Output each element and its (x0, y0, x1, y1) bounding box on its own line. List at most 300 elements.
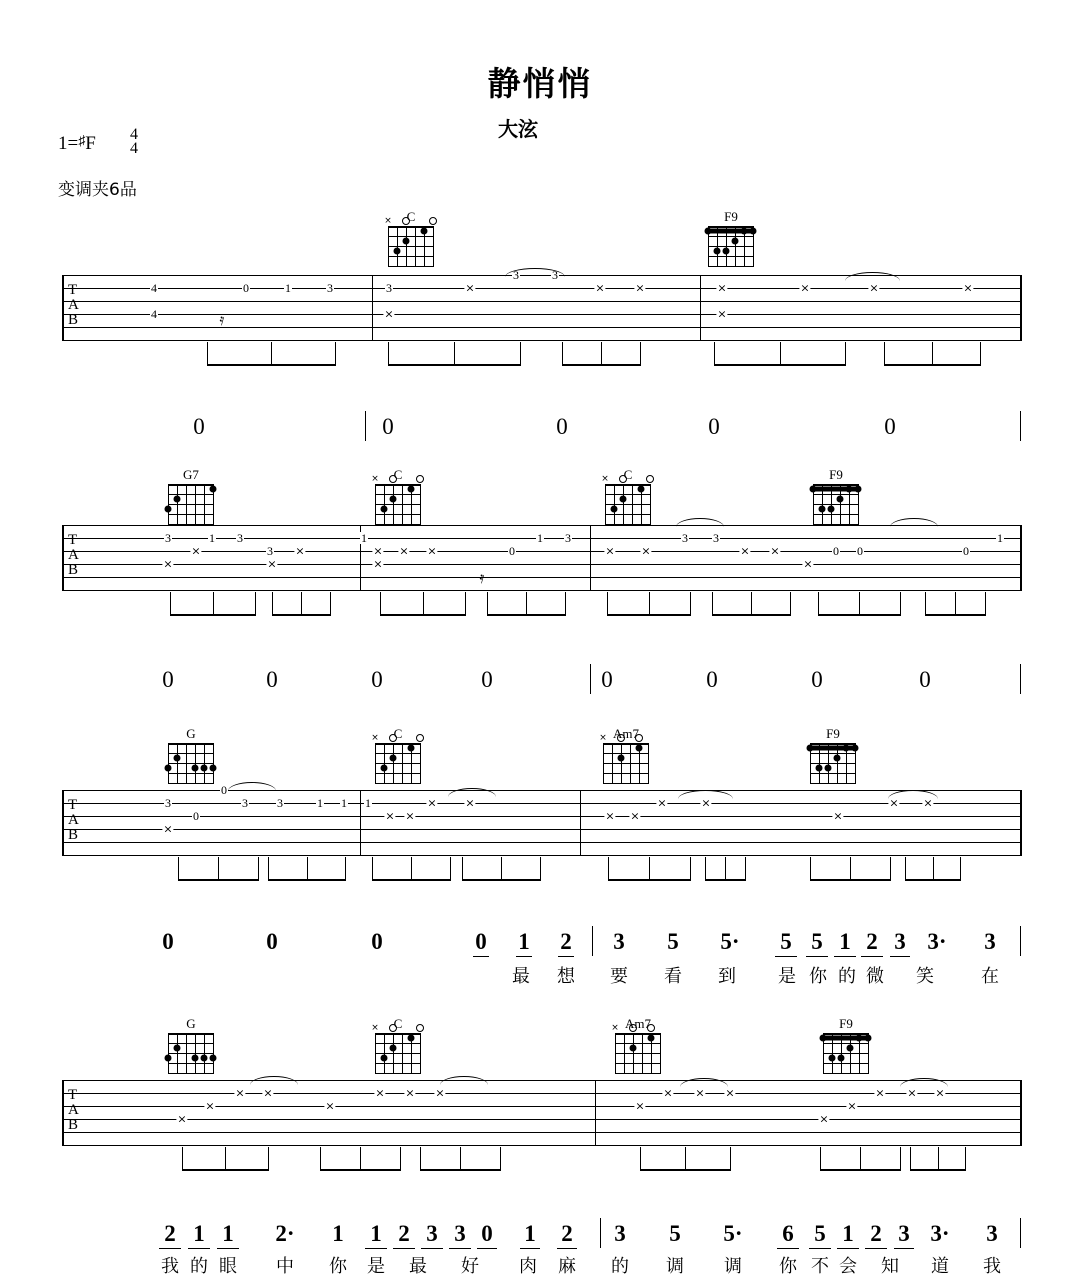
chord-diagram (600, 468, 656, 524)
fret-line (375, 1043, 421, 1044)
chord-diagram (808, 468, 864, 524)
key-signature (58, 133, 96, 155)
string-line (195, 1033, 196, 1073)
tab-mute-mark: × (177, 1112, 187, 1126)
rest-symbol: 𝄿 (479, 568, 485, 587)
finger-dot (855, 486, 862, 493)
tab-mute-mark: × (267, 557, 277, 571)
melody-note: 1 (222, 1221, 234, 1246)
rhythm-stem (462, 857, 463, 881)
eighth-note-underline (188, 1248, 210, 1249)
melody-note: 2 (398, 1221, 410, 1246)
rhythm-stem (938, 1147, 939, 1171)
chord-fretboard (168, 1033, 214, 1073)
rhythm-stem (960, 857, 961, 881)
string-line (177, 743, 178, 783)
tab-fret-number: 0 (833, 544, 839, 558)
chord-name: F9 (724, 209, 738, 224)
tab-mute-mark: × (295, 544, 305, 558)
fret-nut (388, 226, 434, 228)
tab-fret-number: 0 (193, 809, 199, 823)
tab-string-line (62, 1119, 1020, 1120)
eighth-note-underline (520, 1248, 540, 1249)
finger-dot (381, 1055, 388, 1062)
tab-string-line (62, 803, 1020, 804)
string-line (375, 1033, 376, 1073)
tab-string-line (62, 829, 1020, 830)
muted-string-mark: × (371, 1023, 379, 1033)
tab-mute-mark: × (427, 796, 437, 810)
melody-note: 0 (706, 667, 718, 692)
melody-note: 3 (894, 929, 906, 954)
string-line (402, 743, 403, 783)
fret-nut (603, 743, 649, 745)
measure-barline (62, 275, 64, 341)
fret-line (615, 1043, 661, 1044)
fret-line (605, 494, 651, 495)
lyric-character: 在 (981, 966, 999, 987)
tab-mute-mark: × (770, 544, 780, 558)
finger-dot (829, 1055, 836, 1062)
lyric-character: 麻 (558, 1256, 576, 1277)
rhythm-stem (780, 342, 781, 366)
fret-line (810, 753, 856, 754)
tab-string-line (62, 340, 1020, 341)
tab-mute-mark: × (384, 307, 394, 321)
string-line (384, 484, 385, 524)
slur-arc (678, 790, 733, 799)
melody-barline (600, 1218, 601, 1248)
chord-fretboard (371, 474, 421, 524)
lyric-character: 知 (881, 1256, 899, 1277)
rhythm-stem (460, 1147, 461, 1171)
barre-bar (706, 229, 755, 234)
chord-name: G7 (183, 467, 199, 482)
eighth-note-underline (775, 956, 797, 957)
rhythm-stem (420, 1147, 421, 1171)
slur-arc (845, 272, 900, 281)
finger-dot (611, 506, 618, 513)
tab-clef-letter: B (68, 561, 79, 578)
eighth-note-underline (421, 1248, 443, 1249)
melody-note: 2 (870, 1221, 882, 1246)
open-string-mark (402, 217, 410, 225)
melody-note: 5 (814, 1221, 826, 1246)
rhythm-stem (932, 342, 933, 366)
melody-note: 0 (475, 929, 487, 954)
tab-mute-mark: × (635, 281, 645, 295)
melody-note: 5· (720, 929, 740, 954)
slur-arc (676, 518, 724, 527)
tab-mute-mark: × (847, 1099, 857, 1113)
tab-clef-letter: B (68, 1116, 79, 1133)
string-line (642, 1033, 643, 1073)
rhythm-stem (225, 1147, 226, 1171)
melody-note: 6 (782, 1221, 794, 1246)
fret-line (168, 773, 214, 774)
rhythm-stem (690, 592, 691, 616)
tab-mute-mark: × (465, 796, 475, 810)
melody-note: 1 (518, 929, 530, 954)
finger-dot (843, 745, 850, 752)
page-title: 静悄悄 (487, 64, 593, 103)
fret-line (168, 514, 214, 515)
rhythm-stem (182, 1147, 183, 1171)
finger-dot (630, 1045, 637, 1052)
melody-note: 0 (481, 1221, 493, 1246)
eighth-note-underline (861, 956, 883, 957)
tab-fret-number: 3 (682, 531, 688, 545)
open-string-mark (635, 734, 643, 742)
fret-line (615, 1053, 661, 1054)
tab-string-line (62, 327, 1020, 328)
finger-dot (210, 1055, 217, 1062)
tab-string-line (62, 525, 1020, 526)
chord-name: Am7 (613, 726, 639, 741)
melody-note: 2 (560, 929, 572, 954)
string-line (420, 484, 421, 524)
chord-diagram (370, 727, 426, 783)
tab-mute-mark: × (695, 1086, 705, 1100)
rhythm-stem (400, 1147, 401, 1171)
rhythm-stem (218, 857, 219, 881)
tab-fret-number: 3 (386, 281, 392, 295)
melody-barline (1020, 411, 1021, 441)
eighth-note-underline (865, 1248, 887, 1249)
melody-note: 1 (524, 1221, 536, 1246)
barre-bar (811, 487, 860, 492)
tab-fret-number: 3 (565, 531, 571, 545)
finger-dot (381, 765, 388, 772)
finger-dot (210, 486, 217, 493)
chord-diagram (163, 727, 219, 783)
rhythm-stem (607, 592, 608, 616)
finger-dot (192, 765, 199, 772)
lyric-character: 肉 (519, 1256, 537, 1277)
lyric-character: 的 (611, 1256, 629, 1277)
tab-fret-number: 4 (151, 281, 157, 295)
string-line (168, 1033, 169, 1073)
fret-line (603, 773, 649, 774)
key-sharp: ♯ (78, 134, 86, 149)
tab-fret-number: 0 (963, 544, 969, 558)
string-line (615, 1033, 616, 1073)
rhythm-stem (900, 1147, 901, 1171)
melody-note: 0 (266, 667, 278, 692)
string-line (388, 226, 389, 266)
rhythm-stem (640, 1147, 641, 1171)
tab-mute-mark: × (373, 557, 383, 571)
rhythm-stem (810, 857, 811, 881)
lyric-character: 眼 (219, 1256, 237, 1277)
finger-dot (174, 1045, 181, 1052)
string-line (650, 484, 651, 524)
fret-nut (375, 484, 421, 486)
tab-fret-number: 3 (237, 531, 243, 545)
tab-mute-mark: × (435, 1086, 445, 1100)
tab-mute-mark: × (889, 796, 899, 810)
lyric-character: 微 (866, 966, 884, 987)
melody-note: 2· (275, 1221, 295, 1246)
rhythm-stem (730, 1147, 731, 1171)
string-line (632, 484, 633, 524)
melody-note: 2 (866, 929, 878, 954)
tab-mute-mark: × (819, 1112, 829, 1126)
rhythm-stem (380, 592, 381, 616)
finger-dot (618, 755, 625, 762)
fret-line (810, 783, 856, 784)
melody-barline (1020, 926, 1021, 956)
barre-bar (821, 1036, 870, 1041)
rhythm-stem (501, 857, 502, 881)
measure-barline (580, 790, 581, 856)
rhythm-stem (965, 1147, 966, 1171)
finger-dot (865, 1035, 872, 1042)
melody-note: 1 (839, 929, 851, 954)
string-line (186, 743, 187, 783)
fret-line (823, 1063, 869, 1064)
rhythm-stem (649, 857, 650, 881)
tab-mute-mark: × (635, 1099, 645, 1113)
lyric-character: 调 (666, 1256, 684, 1277)
melody-note: 3· (930, 1221, 950, 1246)
finger-dot (390, 1045, 397, 1052)
rhythm-stem (980, 342, 981, 366)
rhythm-stem (933, 857, 934, 881)
string-line (633, 1033, 634, 1073)
melody-note: 5 (780, 929, 792, 954)
melody-note: 3· (927, 929, 947, 954)
fret-nut (375, 1033, 421, 1035)
melody-note: 0 (556, 414, 568, 439)
string-line (384, 1033, 385, 1073)
muted-string-mark: × (599, 733, 607, 743)
tab-mute-mark: × (375, 1086, 385, 1100)
string-line (213, 743, 214, 783)
slur-arc (228, 782, 276, 791)
string-line (614, 484, 615, 524)
muted-string-mark: × (601, 474, 609, 484)
fret-line (168, 763, 214, 764)
chord-diagram (163, 1017, 219, 1073)
open-string-mark (619, 475, 627, 483)
tab-string-line (62, 551, 1020, 552)
muted-string-mark: × (611, 1023, 619, 1033)
rhythm-stem (388, 342, 389, 366)
rhythm-stem (271, 342, 272, 366)
fret-line (603, 753, 649, 754)
rhythm-stem (640, 342, 641, 366)
finger-dot (408, 1035, 415, 1042)
string-line (375, 743, 376, 783)
tab-mute-mark: × (405, 1086, 415, 1100)
finger-dot (201, 765, 208, 772)
string-line (186, 1033, 187, 1073)
fret-line (168, 1063, 214, 1064)
rhythm-stem (526, 592, 527, 616)
tab-clef-letter: A (68, 811, 79, 828)
chord-fretboard (371, 733, 421, 783)
melody-note: 5· (723, 1221, 743, 1246)
rhythm-stem (178, 857, 179, 881)
tab-fret-number: 1 (365, 796, 371, 810)
string-line (612, 743, 613, 783)
rhythm-stem (330, 592, 331, 616)
rhythm-stem (255, 592, 256, 616)
tab-fret-number: 0 (509, 544, 515, 558)
tab-mute-mark: × (833, 809, 843, 823)
fret-line (375, 753, 421, 754)
rhythm-stem (268, 1147, 269, 1171)
tab-clef-letters (68, 1088, 79, 1133)
time-signature (124, 128, 144, 156)
lyric-character: 会 (839, 1256, 857, 1277)
eighth-note-underline (393, 1248, 415, 1249)
chord-name: F9 (829, 467, 843, 482)
melody-note: 0 (884, 414, 896, 439)
tab-fret-number: 3 (327, 281, 333, 295)
eighth-note-underline (809, 1248, 831, 1249)
open-string-mark (416, 1024, 424, 1032)
tab-fret-number: 4 (151, 307, 157, 321)
fret-line (168, 1073, 214, 1074)
tab-clef-letters (68, 533, 79, 578)
fret-nut (375, 743, 421, 745)
rhythm-stem (751, 592, 752, 616)
tab-clef-letter: T (68, 281, 78, 298)
tab-mute-mark: × (701, 796, 711, 810)
chord-fretboard (823, 1033, 869, 1073)
eighth-note-underline (516, 956, 532, 957)
tab-mute-mark: × (717, 281, 727, 295)
tab-clef-letters (68, 283, 79, 328)
string-line (393, 1033, 394, 1073)
string-line (648, 743, 649, 783)
eighth-note-underline (890, 956, 910, 957)
time-signature-top: 4 (130, 126, 138, 143)
tab-fret-number: 1 (209, 531, 215, 545)
melody-note: 0 (371, 667, 383, 692)
rhythm-stem (411, 857, 412, 881)
tab-mute-mark: × (907, 1086, 917, 1100)
finger-dot (408, 486, 415, 493)
string-line (195, 484, 196, 524)
open-string-mark (389, 475, 397, 483)
finger-dot (394, 248, 401, 255)
string-line (406, 226, 407, 266)
string-line (402, 484, 403, 524)
finger-dot (210, 765, 217, 772)
rhythm-stem (890, 857, 891, 881)
string-line (420, 743, 421, 783)
rhythm-stem (790, 592, 791, 616)
eighth-note-underline (558, 956, 574, 957)
tab-mute-mark: × (869, 281, 879, 295)
lyric-character: 看 (664, 966, 682, 987)
melody-note: 1 (842, 1221, 854, 1246)
open-string-mark (629, 1024, 637, 1032)
string-line (623, 484, 624, 524)
rhythm-stem (649, 592, 650, 616)
tab-fret-number: 3 (165, 796, 171, 810)
slur-arc (250, 1076, 298, 1085)
melody-note: 0 (266, 929, 278, 954)
tab-fret-number: 1 (341, 796, 347, 810)
muted-string-mark: × (384, 216, 392, 226)
finger-dot (620, 496, 627, 503)
tab-clef-letter: A (68, 296, 79, 313)
finger-dot (165, 765, 172, 772)
measure-barline (372, 275, 373, 341)
finger-dot (847, 1045, 854, 1052)
melody-barline (365, 411, 366, 441)
lyric-character: 你 (809, 966, 827, 987)
finger-dot (174, 755, 181, 762)
finger-dot (165, 1055, 172, 1062)
fret-nut (605, 484, 651, 486)
tab-mute-mark: × (800, 281, 810, 295)
chord-fretboard (601, 474, 651, 524)
tab-mute-mark: × (963, 281, 973, 295)
lyric-character: 中 (276, 1256, 294, 1277)
string-line (384, 743, 385, 783)
finger-dot (390, 496, 397, 503)
string-line (433, 226, 434, 266)
chord-diagram (163, 468, 219, 524)
chord-name: C (393, 726, 403, 741)
finger-dot (810, 486, 817, 493)
string-line (402, 1033, 403, 1073)
melody-note: 5 (669, 1221, 681, 1246)
fret-line (375, 1063, 421, 1064)
string-line (605, 484, 606, 524)
finger-dot (381, 506, 388, 513)
melody-barline (1020, 664, 1021, 694)
chord-name: F9 (826, 726, 840, 741)
finger-dot (807, 745, 814, 752)
string-line (186, 484, 187, 524)
open-string-mark (429, 217, 437, 225)
rhythm-stem (301, 592, 302, 616)
lyric-character: 到 (718, 966, 736, 987)
melody-note: 3 (614, 1221, 626, 1246)
chord-name: F9 (839, 1016, 853, 1031)
rhythm-stem (320, 1147, 321, 1171)
rhythm-stem (608, 857, 609, 881)
open-string-mark (416, 475, 424, 483)
slur-arc (888, 790, 938, 799)
tab-mute-mark: × (163, 822, 173, 836)
tab-fret-number: 1 (317, 796, 323, 810)
measure-barline (62, 1080, 64, 1146)
finger-dot (201, 1055, 208, 1062)
tab-mute-mark: × (205, 1099, 215, 1113)
rhythm-stem (372, 857, 373, 881)
chord-fretboard (168, 743, 214, 783)
string-line (660, 1033, 661, 1073)
string-line (168, 743, 169, 783)
tab-fret-number: 0 (243, 281, 249, 295)
fret-line (605, 514, 651, 515)
melody-note: 0 (708, 414, 720, 439)
measure-barline (62, 790, 64, 856)
tab-string-line (62, 1145, 1020, 1146)
fret-line (813, 514, 859, 515)
finger-dot (828, 506, 835, 513)
finger-dot (705, 228, 712, 235)
open-string-mark (647, 1024, 655, 1032)
chord-name: G (186, 726, 196, 741)
